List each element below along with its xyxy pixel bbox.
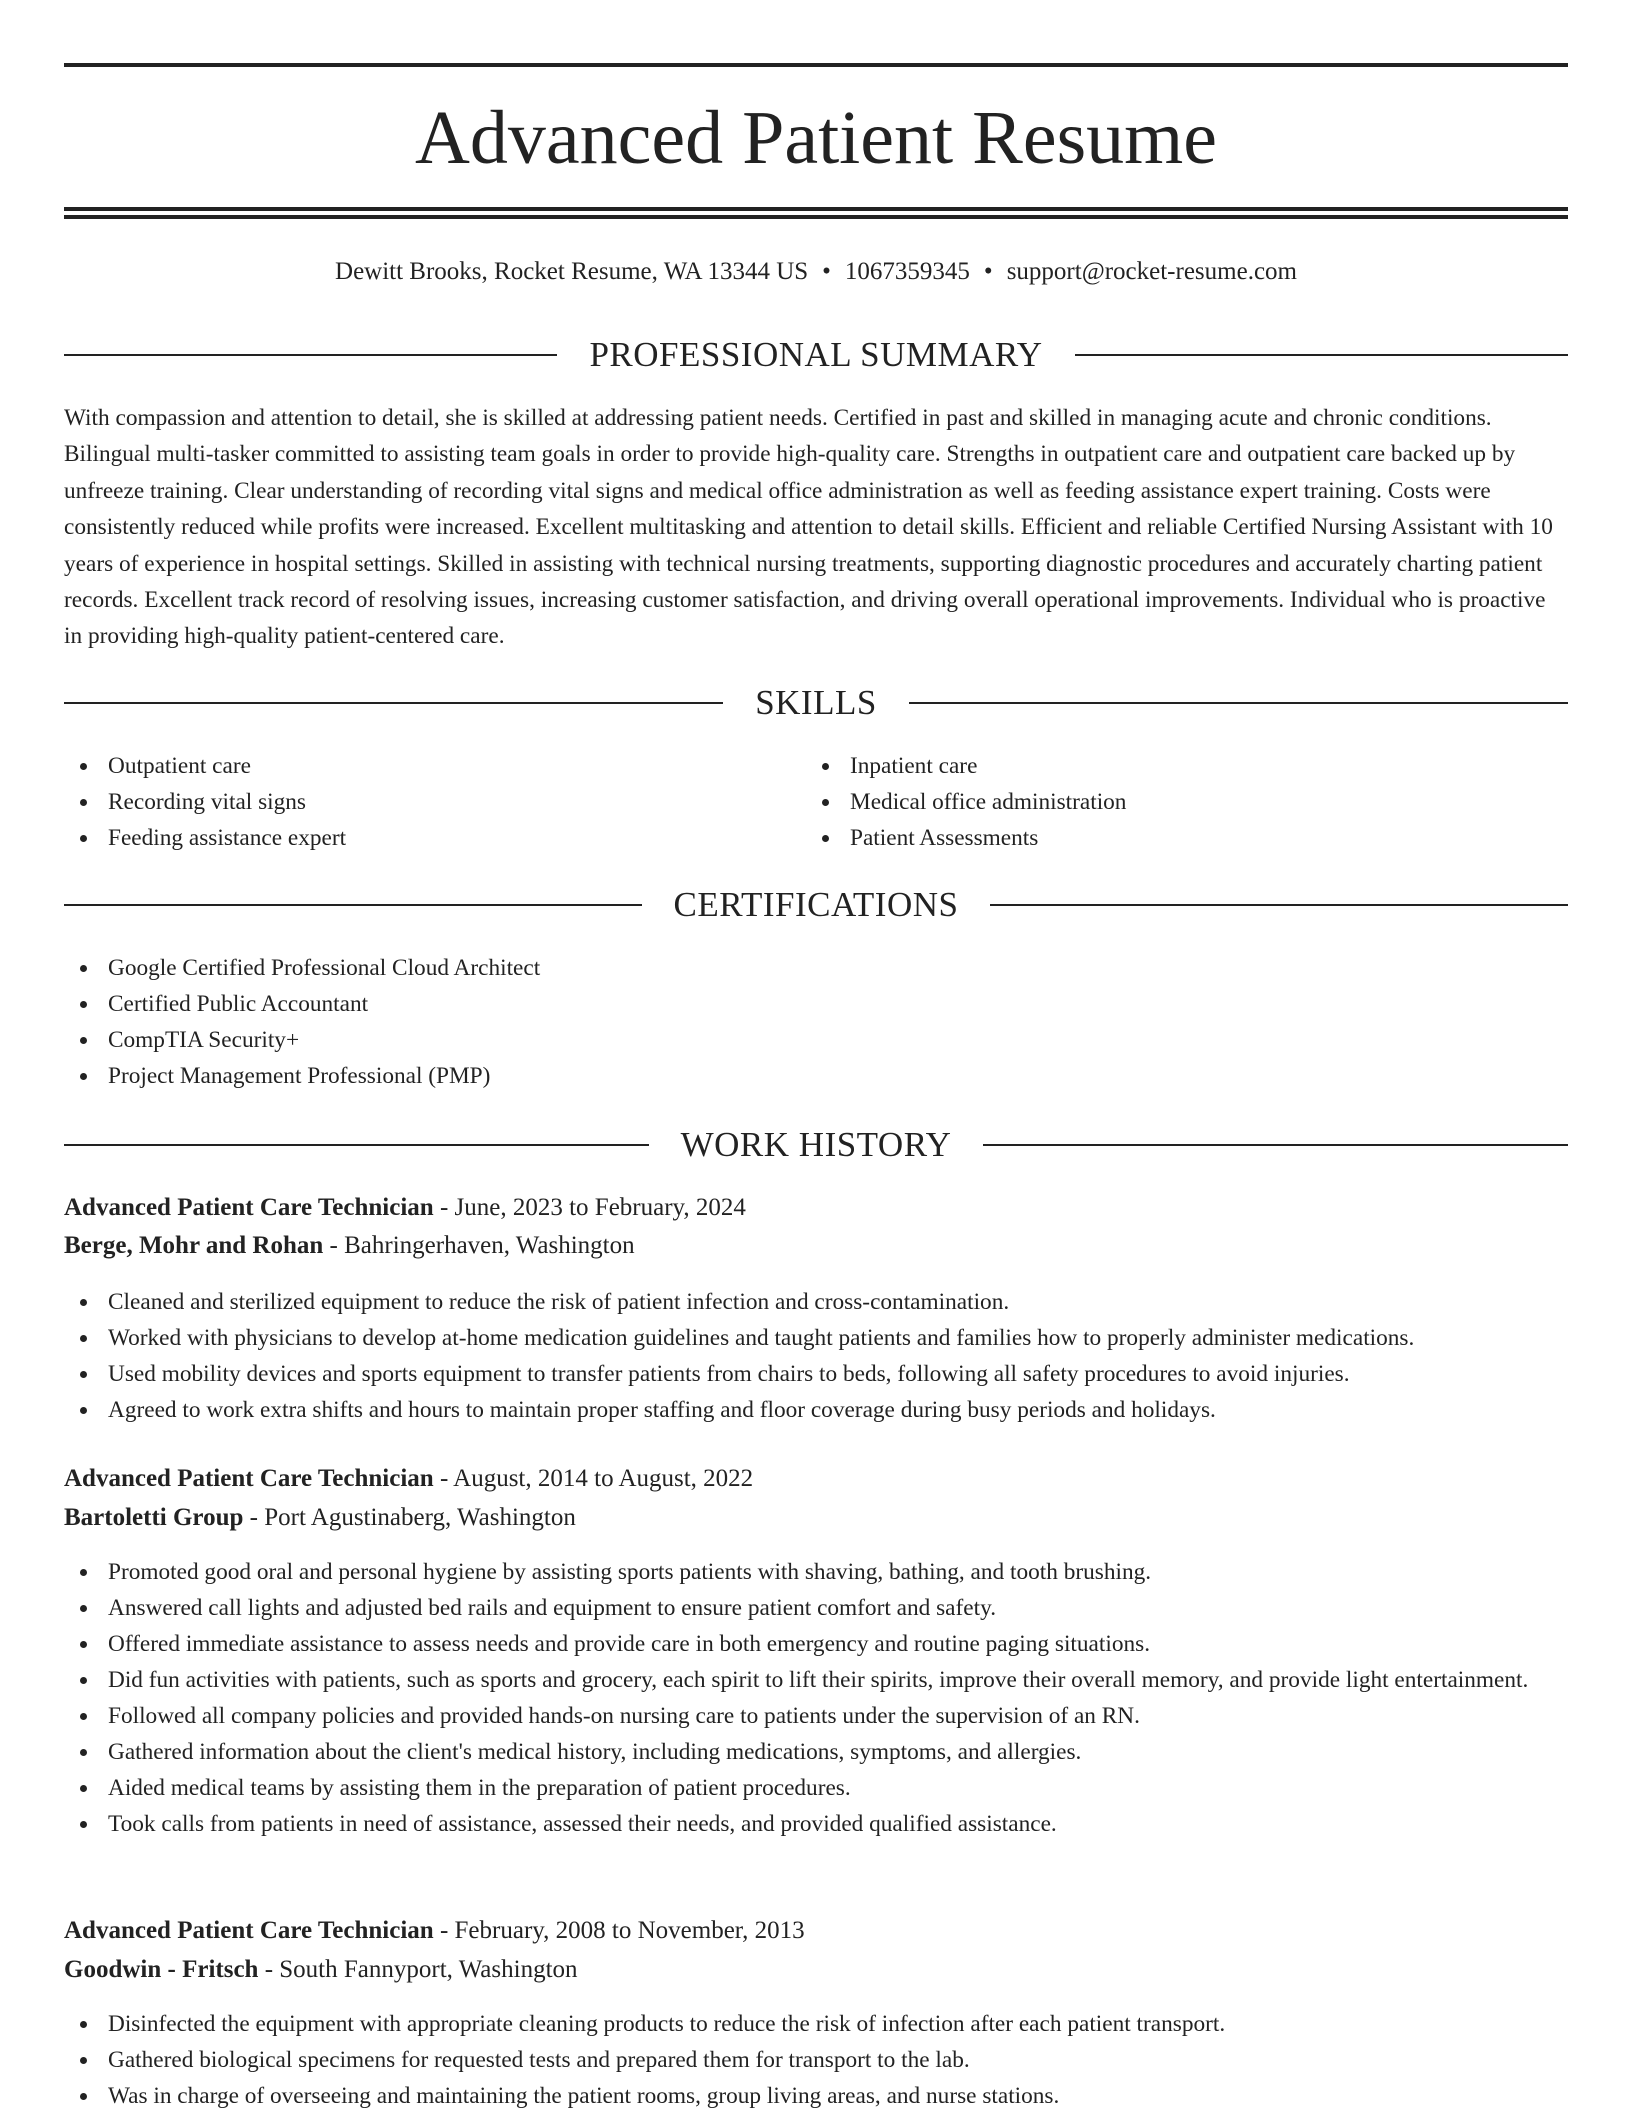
job-duty: Was in charge of overseeing and maintaining the patient rooms, group living areas, and nurse stations. bbox=[64, 2078, 1568, 2114]
job-duty: Gathered biological specimens for requested tests and prepared them for transport to the lab. bbox=[64, 2042, 1568, 2078]
contact-phone: 1067359345 bbox=[844, 258, 970, 285]
contact-address: Dewitt Brooks, Rocket Resume, WA 13344 US bbox=[335, 258, 809, 285]
section-rule bbox=[983, 1144, 1568, 1146]
job-duty: Followed all company policies and provided hands-on nursing care to patients under the supervision of an RN. bbox=[64, 1698, 1568, 1734]
certification-item: Google Certified Professional Cloud Architect bbox=[64, 950, 1568, 986]
contact-separator: • bbox=[822, 258, 831, 285]
skills-list-right bbox=[806, 748, 1546, 856]
skill-item: Patient Assessments bbox=[806, 820, 1546, 856]
job-dates: - June, 2023 to February, 2024 bbox=[433, 1194, 746, 1221]
skill-item: Outpatient care bbox=[64, 748, 804, 784]
section-header-skills bbox=[64, 683, 1568, 723]
section-header-certifications bbox=[64, 885, 1568, 925]
job-company-line bbox=[64, 1228, 1568, 1264]
job-duty: Gathered information about the client's medical history, including medications, symptoms, and allergies. bbox=[64, 1734, 1568, 1770]
contact-email: support@rocket-resume.com bbox=[1006, 258, 1297, 285]
job-duty: Agreed to work extra shifts and hours to maintain proper staffing and floor coverage during busy periods and holidays. bbox=[64, 1392, 1568, 1428]
section-rule bbox=[909, 702, 1568, 704]
certifications-list bbox=[64, 950, 1568, 1094]
job-location: - South Fannyport, Washington bbox=[258, 1956, 578, 1983]
skill-item: Feeding assistance expert bbox=[64, 820, 804, 856]
resume-title: Advanced Patient Resume bbox=[414, 96, 1217, 180]
job-company-line bbox=[64, 1500, 1568, 1536]
job-duty: Answered call lights and adjusted bed rails and equipment to ensure patient comfort and safety. bbox=[64, 1590, 1568, 1626]
job-title: Advanced Patient Care Technician bbox=[64, 1917, 434, 1944]
job-duty: Used mobility devices and sports equipment to transfer patients from chairs to beds, following all safety procedures to avoid injuries. bbox=[64, 1356, 1568, 1392]
job-duty: Disinfected the equipment with appropriate cleaning products to reduce the risk of infection after each patient transport. bbox=[64, 2006, 1568, 2042]
job-location: - Port Agustinaberg, Washington bbox=[243, 1504, 576, 1531]
job-duties-list bbox=[64, 2006, 1568, 2114]
section-rule bbox=[64, 904, 642, 906]
section-rule bbox=[1075, 354, 1568, 356]
contact-line bbox=[64, 254, 1568, 290]
job-title: Advanced Patient Care Technician bbox=[64, 1194, 434, 1221]
job-company: Berge, Mohr and Rohan bbox=[64, 1232, 324, 1259]
certification-item: Project Management Professional (PMP) bbox=[64, 1058, 1568, 1094]
job-duty: Aided medical teams by assisting them in the preparation of patient procedures. bbox=[64, 1770, 1568, 1806]
certification-item: Certified Public Accountant bbox=[64, 986, 1568, 1022]
job-duties-list bbox=[64, 1554, 1568, 1842]
job-duty: Promoted good oral and personal hygiene by assisting sports patients with shaving, bathing, and tooth brushing. bbox=[64, 1554, 1568, 1590]
section-title: WORK HISTORY bbox=[680, 1125, 952, 1164]
job-location: - Bahringerhaven, Washington bbox=[323, 1232, 635, 1259]
section-title: CERTIFICATIONS bbox=[673, 885, 959, 924]
skill-item: Inpatient care bbox=[806, 748, 1546, 784]
top-rule bbox=[64, 63, 1568, 67]
section-title: SKILLS bbox=[755, 683, 877, 722]
job-title-line bbox=[64, 1190, 1568, 1226]
certification-item: CompTIA Security+ bbox=[64, 1022, 1568, 1058]
job-duties-list bbox=[64, 1284, 1568, 1428]
title-double-rule-top bbox=[64, 207, 1568, 211]
section-title: PROFESSIONAL SUMMARY bbox=[589, 335, 1043, 374]
section-rule bbox=[990, 904, 1568, 906]
title-double-rule-bottom bbox=[64, 215, 1568, 219]
skill-item: Recording vital signs bbox=[64, 784, 804, 820]
job-dates: - February, 2008 to November, 2013 bbox=[433, 1917, 805, 1944]
job-duty: Did fun activities with patients, such as sports and grocery, each spirit to lift their spirits, improve their overall memory, and provide light entertainment. bbox=[64, 1662, 1568, 1698]
job-title-line bbox=[64, 1913, 1568, 1949]
skills-list-left bbox=[64, 748, 804, 856]
job-duty: Worked with physicians to develop at-home medication guidelines and taught patients and families how to properly administer medications. bbox=[64, 1320, 1568, 1356]
job-title: Advanced Patient Care Technician bbox=[64, 1465, 434, 1492]
summary-paragraph: With compassion and attention to detail, she is skilled at addressing patient needs. Certified in past and skilled in managing acute and chronic conditions. Bilingual multi-tasker committed to assisting team goals in order to provide high-quality care. Strengths in outpatient care and outpatient care backed up by unfreeze training. Clear understanding of recording vital signs and medical office administration as well as feeding assistance expert training. Costs were consistently reduced while profits were increased. Excellent multitasking and attention to detail skills. Efficient and reliable Certified Nursing Assistant with 10 years of experience in hospital settings. Skilled in assisting with technical nursing treatments, supporting diagnostic procedures and accurately charting patient records. Excellent track record of resolving issues, increasing customer satisfaction, and driving overall operational improvements. Individual who is proactive in providing high-quality patient-centered care. bbox=[64, 405, 1553, 650]
job-duty: Took calls from patients in need of assistance, assessed their needs, and provided qualified assistance. bbox=[64, 1806, 1568, 1842]
section-header-work-history bbox=[64, 1125, 1568, 1165]
section-rule bbox=[64, 1144, 649, 1146]
job-title-line bbox=[64, 1461, 1568, 1497]
contact-separator: • bbox=[983, 258, 993, 285]
job-duty: Offered immediate assistance to assess needs and provide care in both emergency and routine paging situations. bbox=[64, 1626, 1568, 1662]
section-rule bbox=[64, 702, 723, 704]
job-dates: - August, 2014 to August, 2022 bbox=[433, 1465, 754, 1492]
section-header-summary bbox=[64, 335, 1568, 375]
job-company-line bbox=[64, 1952, 1568, 1988]
job-company: Bartoletti Group bbox=[64, 1504, 244, 1531]
section-rule bbox=[64, 354, 557, 356]
job-company: Goodwin - Fritsch bbox=[64, 1956, 259, 1983]
skill-item: Medical office administration bbox=[806, 784, 1546, 820]
job-duty: Cleaned and sterilized equipment to reduce the risk of patient infection and cross-contamination. bbox=[64, 1284, 1568, 1320]
